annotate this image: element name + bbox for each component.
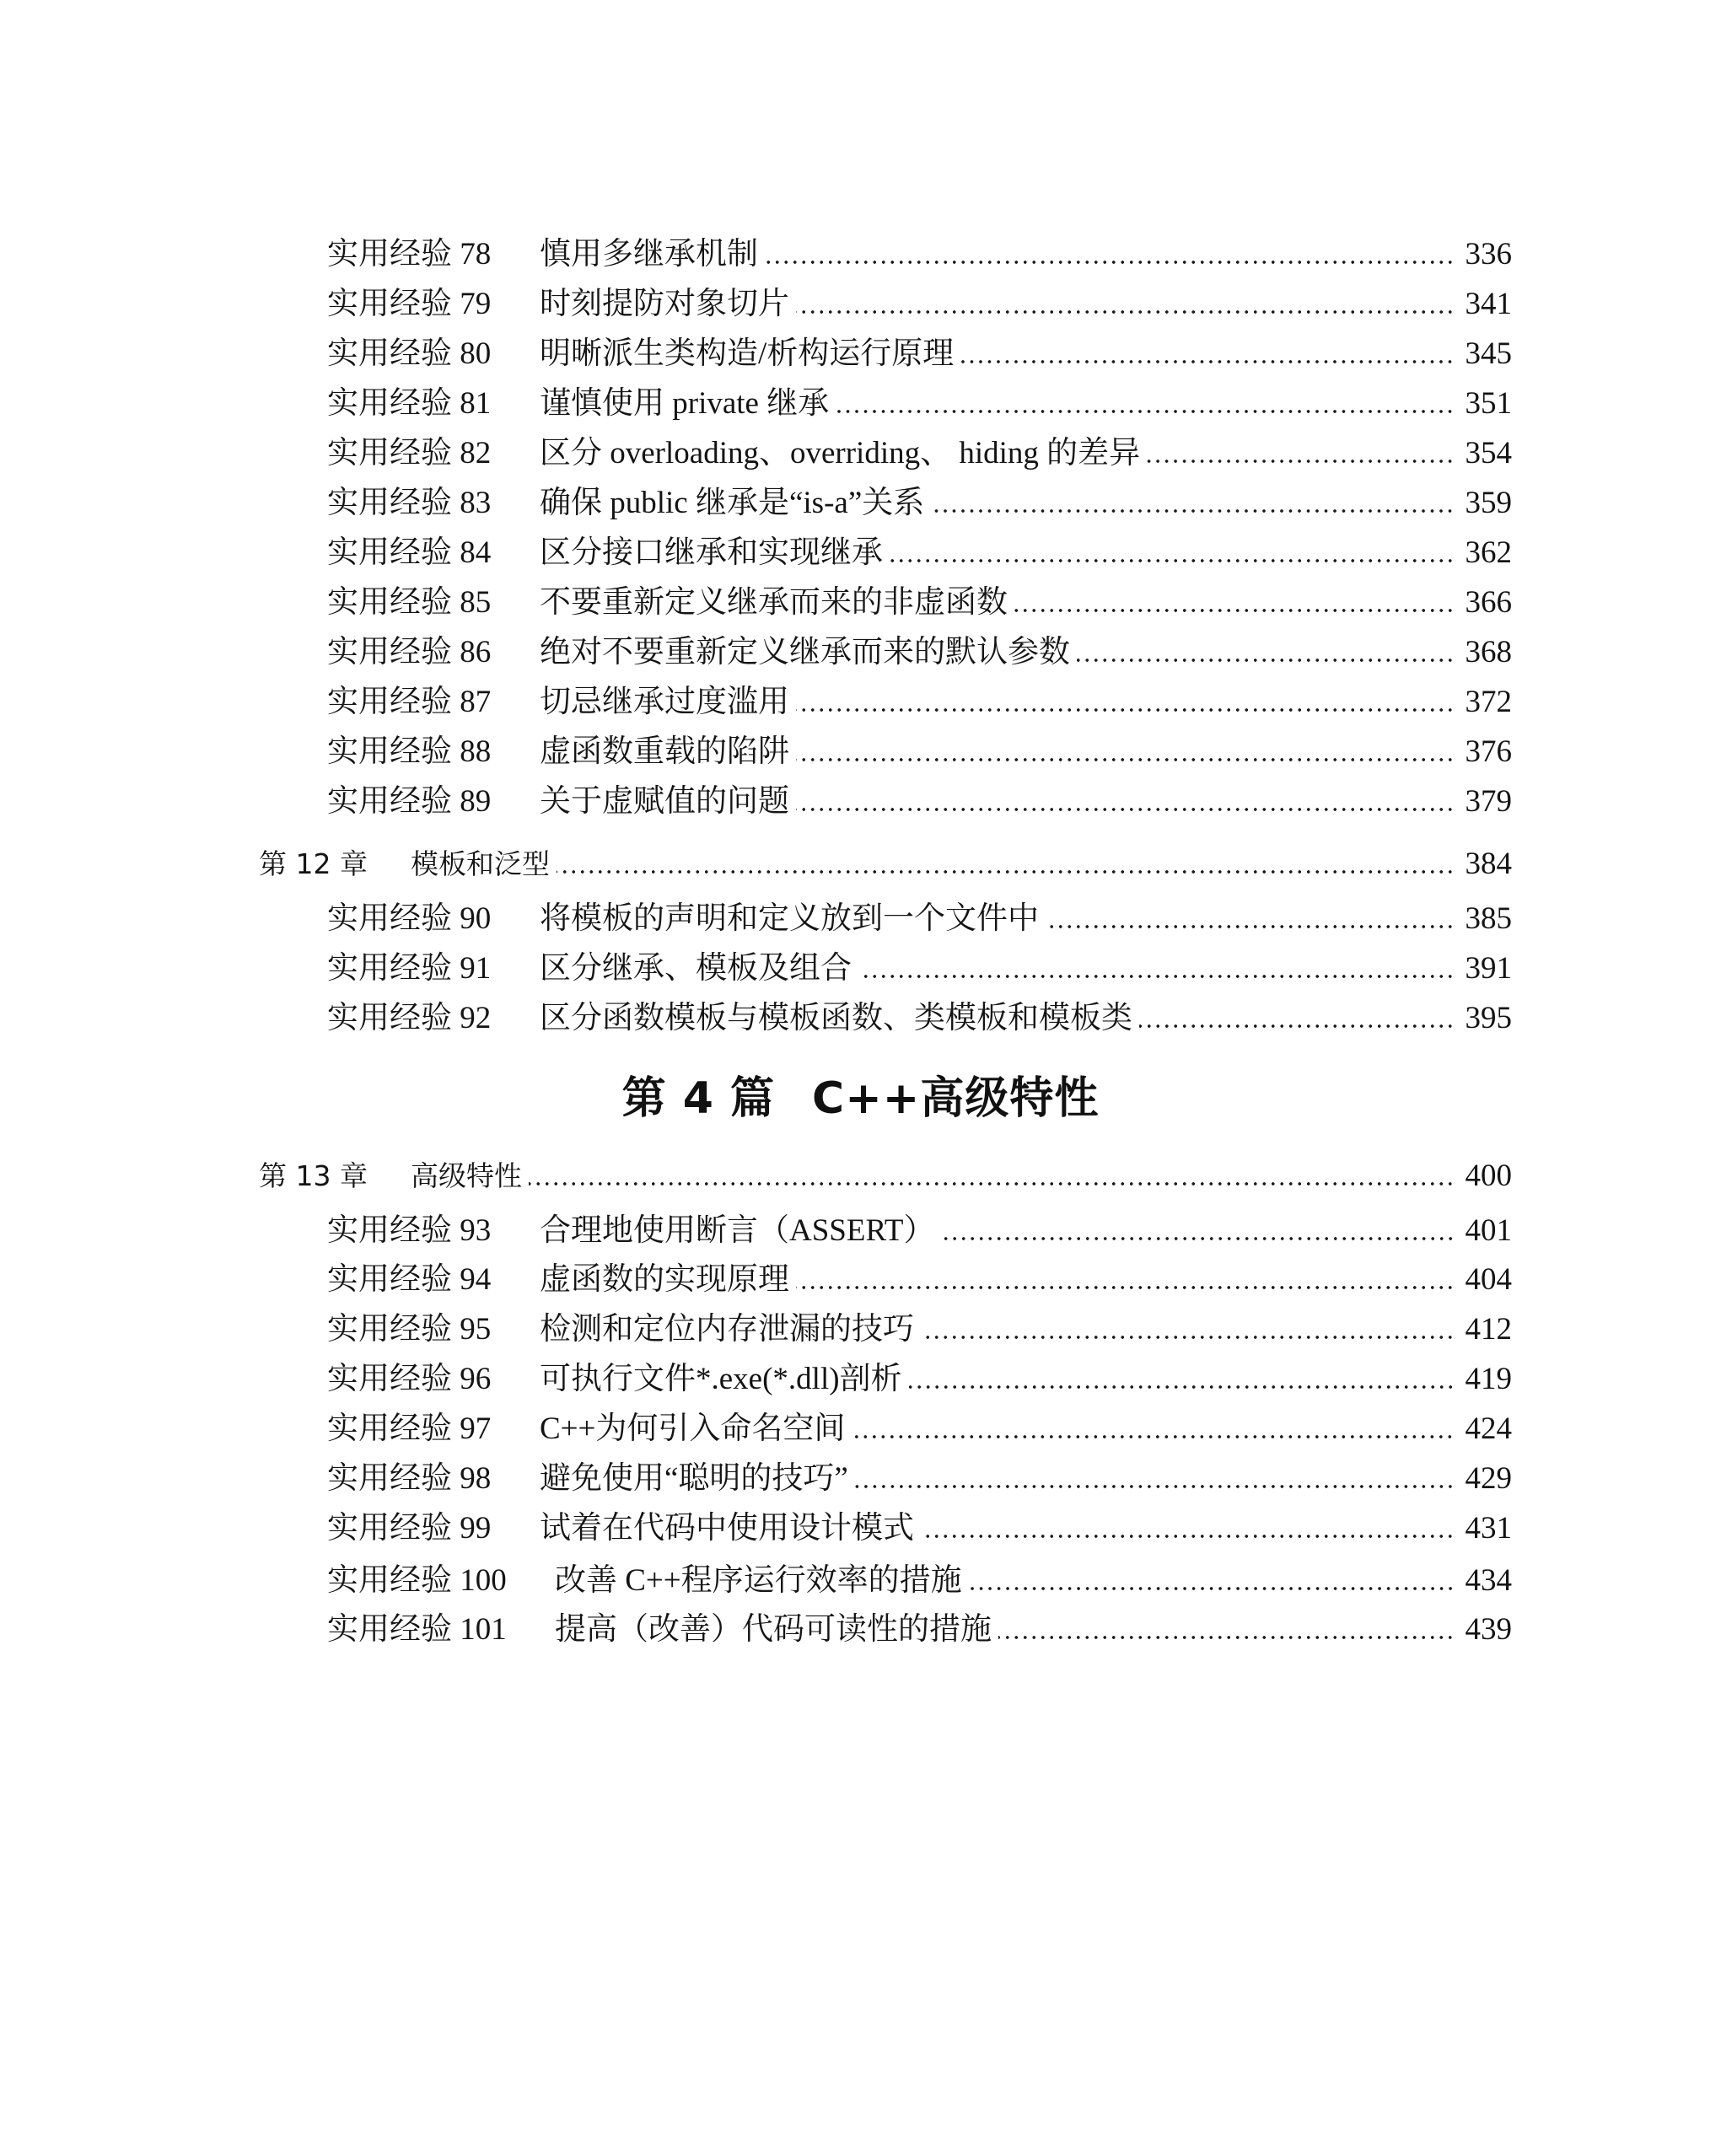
entry-label: 实用经验 88 bbox=[327, 734, 492, 769]
entry-label: 实用经验 87 bbox=[327, 685, 492, 719]
entry-label: 实用经验 97 bbox=[327, 1411, 492, 1446]
entry-label: 实用经验 89 bbox=[327, 784, 492, 819]
entry-page-number: 385 bbox=[1465, 901, 1512, 936]
toc-entry[interactable] bbox=[327, 628, 1512, 677]
toc-entry[interactable] bbox=[327, 1504, 1512, 1553]
entry-title: 谨慎使用 private 继承 bbox=[540, 386, 830, 421]
dot-leader bbox=[1046, 925, 1455, 928]
part-label: 第 4 篇 bbox=[621, 1073, 776, 1124]
entry-title: 慎用多继承机制 bbox=[540, 237, 758, 272]
entry-page-number: 345 bbox=[1465, 336, 1512, 371]
entry-page-number: 404 bbox=[1465, 1262, 1512, 1297]
entry-label: 实用经验 82 bbox=[327, 436, 492, 470]
entry-page-number: 429 bbox=[1465, 1461, 1512, 1496]
entry-label: 实用经验 99 bbox=[327, 1511, 492, 1546]
dot-leader bbox=[960, 360, 1455, 363]
entry-title: 检测和定位内存泄漏的技巧 bbox=[540, 1312, 914, 1347]
entry-title: 切忌继承过度滥用 bbox=[540, 685, 789, 719]
toc-entry[interactable] bbox=[327, 728, 1512, 777]
entry-title: 合理地使用断言（ASSERT） bbox=[540, 1213, 935, 1248]
toc-entry[interactable] bbox=[327, 944, 1512, 993]
entry-label: 实用经验 84 bbox=[327, 535, 492, 570]
entry-label: 实用经验 101 bbox=[327, 1612, 507, 1647]
toc-entry[interactable] bbox=[327, 1255, 1512, 1304]
dot-leader bbox=[858, 975, 1455, 978]
entry-page-number: 412 bbox=[1465, 1312, 1512, 1347]
entry-title: 将模板的声明和定义放到一个文件中 bbox=[540, 901, 1039, 936]
entry-title: 改善 C++程序运行效率的措施 bbox=[555, 1563, 962, 1598]
entry-title: 区分函数模板与模板函数、类模板和模板类 bbox=[540, 1001, 1132, 1035]
toc-entry[interactable] bbox=[327, 479, 1512, 528]
entry-page-number: 368 bbox=[1465, 635, 1512, 669]
chapter-label: 第 12 章 bbox=[259, 847, 368, 880]
entry-page-number: 431 bbox=[1465, 1511, 1512, 1546]
entry-title: 不要重新定义继承而来的非虚函数 bbox=[540, 585, 1008, 620]
entry-page-number: 391 bbox=[1465, 951, 1512, 986]
dot-leader bbox=[796, 708, 1455, 712]
entry-page-number: 362 bbox=[1465, 535, 1512, 570]
toc-entry[interactable] bbox=[327, 1207, 1512, 1255]
dot-leader bbox=[1077, 659, 1455, 662]
chapter-label: 第 13 章 bbox=[259, 1159, 368, 1192]
entry-page-number: 359 bbox=[1465, 486, 1512, 520]
entry-page-number: 336 bbox=[1465, 237, 1512, 272]
entry-page-number: 434 bbox=[1465, 1563, 1512, 1598]
entry-title: 虚函数的实现原理 bbox=[540, 1262, 789, 1297]
entry-label: 实用经验 98 bbox=[327, 1461, 492, 1496]
entry-title: 虚函数重载的陷阱 bbox=[540, 734, 789, 769]
entry-page-number: 439 bbox=[1465, 1612, 1512, 1647]
entry-label: 实用经验 95 bbox=[327, 1312, 492, 1347]
toc-entry[interactable] bbox=[327, 1305, 1512, 1354]
part-heading bbox=[0, 1069, 1721, 1128]
entry-label: 实用经验 92 bbox=[327, 1001, 492, 1035]
entry-label: 实用经验 78 bbox=[327, 237, 492, 272]
dot-leader bbox=[855, 1485, 1455, 1488]
entry-label: 实用经验 100 bbox=[327, 1563, 507, 1598]
entry-label: 实用经验 81 bbox=[327, 386, 492, 421]
chapter-title: 模板和泛型 bbox=[411, 847, 550, 880]
dot-leader bbox=[836, 410, 1455, 413]
entry-title: 提高（改善）代码可读性的措施 bbox=[555, 1612, 992, 1647]
dot-leader bbox=[852, 1435, 1455, 1438]
entry-title: 绝对不要重新定义继承而来的默认参数 bbox=[540, 635, 1070, 669]
entry-title: 确保 public 继承是“is-a”关系 bbox=[540, 486, 925, 520]
entry-label: 实用经验 90 bbox=[327, 901, 492, 936]
dot-leader bbox=[921, 1336, 1455, 1339]
dot-leader bbox=[998, 1636, 1455, 1639]
entry-page-number: 351 bbox=[1465, 386, 1512, 421]
dot-leader bbox=[942, 1237, 1455, 1240]
entry-label: 实用经验 86 bbox=[327, 635, 492, 669]
part-title: C++高级特性 bbox=[812, 1073, 1100, 1124]
entry-title: 区分 overloading、overriding、 hiding 的差异 bbox=[540, 436, 1141, 470]
entry-page-number: 376 bbox=[1465, 734, 1512, 769]
entry-label: 实用经验 83 bbox=[327, 486, 492, 520]
toc-entry[interactable] bbox=[327, 230, 1512, 279]
dot-leader bbox=[909, 1385, 1455, 1389]
entry-label: 实用经验 93 bbox=[327, 1213, 492, 1248]
toc-entry[interactable] bbox=[327, 379, 1512, 428]
entry-page-number: 424 bbox=[1465, 1411, 1512, 1446]
entry-label: 实用经验 80 bbox=[327, 336, 492, 371]
toc-chapter-12[interactable] bbox=[259, 840, 1512, 889]
entry-title: 时刻提防对象切片 bbox=[540, 287, 789, 321]
toc-entry[interactable] bbox=[327, 777, 1512, 826]
dot-leader bbox=[796, 1286, 1455, 1289]
toc-entry[interactable] bbox=[327, 1454, 1512, 1503]
toc-entry[interactable] bbox=[327, 1605, 1512, 1654]
entry-label: 实用经验 79 bbox=[327, 287, 492, 321]
chapter-page-number: 400 bbox=[1465, 1159, 1512, 1193]
entry-page-number: 366 bbox=[1465, 585, 1512, 620]
toc-entry[interactable] bbox=[327, 1557, 1512, 1605]
chapter-page-number: 384 bbox=[1465, 847, 1512, 881]
entry-title: 区分接口继承和实现继承 bbox=[540, 535, 883, 570]
dot-leader bbox=[765, 261, 1455, 264]
toc-entry[interactable] bbox=[327, 280, 1512, 329]
entry-label: 实用经验 94 bbox=[327, 1262, 492, 1297]
toc-entry[interactable] bbox=[327, 1405, 1512, 1454]
dot-leader bbox=[1014, 609, 1455, 612]
entry-page-number: 372 bbox=[1465, 685, 1512, 719]
toc-chapter-13[interactable] bbox=[259, 1152, 1512, 1201]
toc-entry[interactable] bbox=[327, 429, 1512, 478]
toc-entry[interactable] bbox=[327, 330, 1512, 379]
dot-leader bbox=[1139, 1024, 1455, 1028]
dot-leader bbox=[890, 559, 1455, 562]
entry-page-number: 379 bbox=[1465, 784, 1512, 819]
toc-entry[interactable] bbox=[327, 895, 1512, 944]
entry-label: 实用经验 91 bbox=[327, 951, 492, 986]
dot-leader bbox=[796, 758, 1455, 761]
entry-page-number: 401 bbox=[1465, 1213, 1512, 1248]
chapter-title: 高级特性 bbox=[411, 1159, 522, 1192]
entry-page-number: 395 bbox=[1465, 1001, 1512, 1035]
entry-title: 试着在代码中使用设计模式 bbox=[540, 1511, 914, 1546]
entry-page-number: 354 bbox=[1465, 436, 1512, 470]
dot-leader bbox=[931, 509, 1455, 513]
entry-page-number: 419 bbox=[1465, 1362, 1512, 1396]
entry-title: 避免使用“聪明的技巧” bbox=[540, 1461, 848, 1496]
entry-label: 实用经验 96 bbox=[327, 1362, 492, 1396]
entry-title: 明晰派生类构造/析构运行原理 bbox=[540, 336, 955, 371]
dot-leader bbox=[969, 1587, 1455, 1590]
dot-leader bbox=[796, 808, 1455, 811]
dot-leader bbox=[921, 1535, 1455, 1538]
toc-entry[interactable] bbox=[327, 529, 1512, 578]
dot-leader bbox=[1147, 460, 1455, 463]
entry-title: 区分继承、模板及组合 bbox=[540, 951, 852, 986]
dot-leader bbox=[796, 310, 1455, 314]
toc-entry[interactable] bbox=[327, 578, 1512, 627]
entry-title: C++为何引入命名空间 bbox=[540, 1411, 846, 1446]
entry-page-number: 341 bbox=[1465, 287, 1512, 321]
dot-leader bbox=[529, 1182, 1455, 1186]
entry-title: 关于虚赋值的问题 bbox=[540, 784, 789, 819]
toc-entry[interactable] bbox=[327, 994, 1512, 1043]
entry-title: 可执行文件*.exe(*.dll)剖析 bbox=[540, 1362, 902, 1396]
toc-entry[interactable] bbox=[327, 1355, 1512, 1404]
entry-label: 实用经验 85 bbox=[327, 585, 492, 620]
toc-entry[interactable] bbox=[327, 678, 1512, 727]
dot-leader bbox=[557, 870, 1455, 874]
